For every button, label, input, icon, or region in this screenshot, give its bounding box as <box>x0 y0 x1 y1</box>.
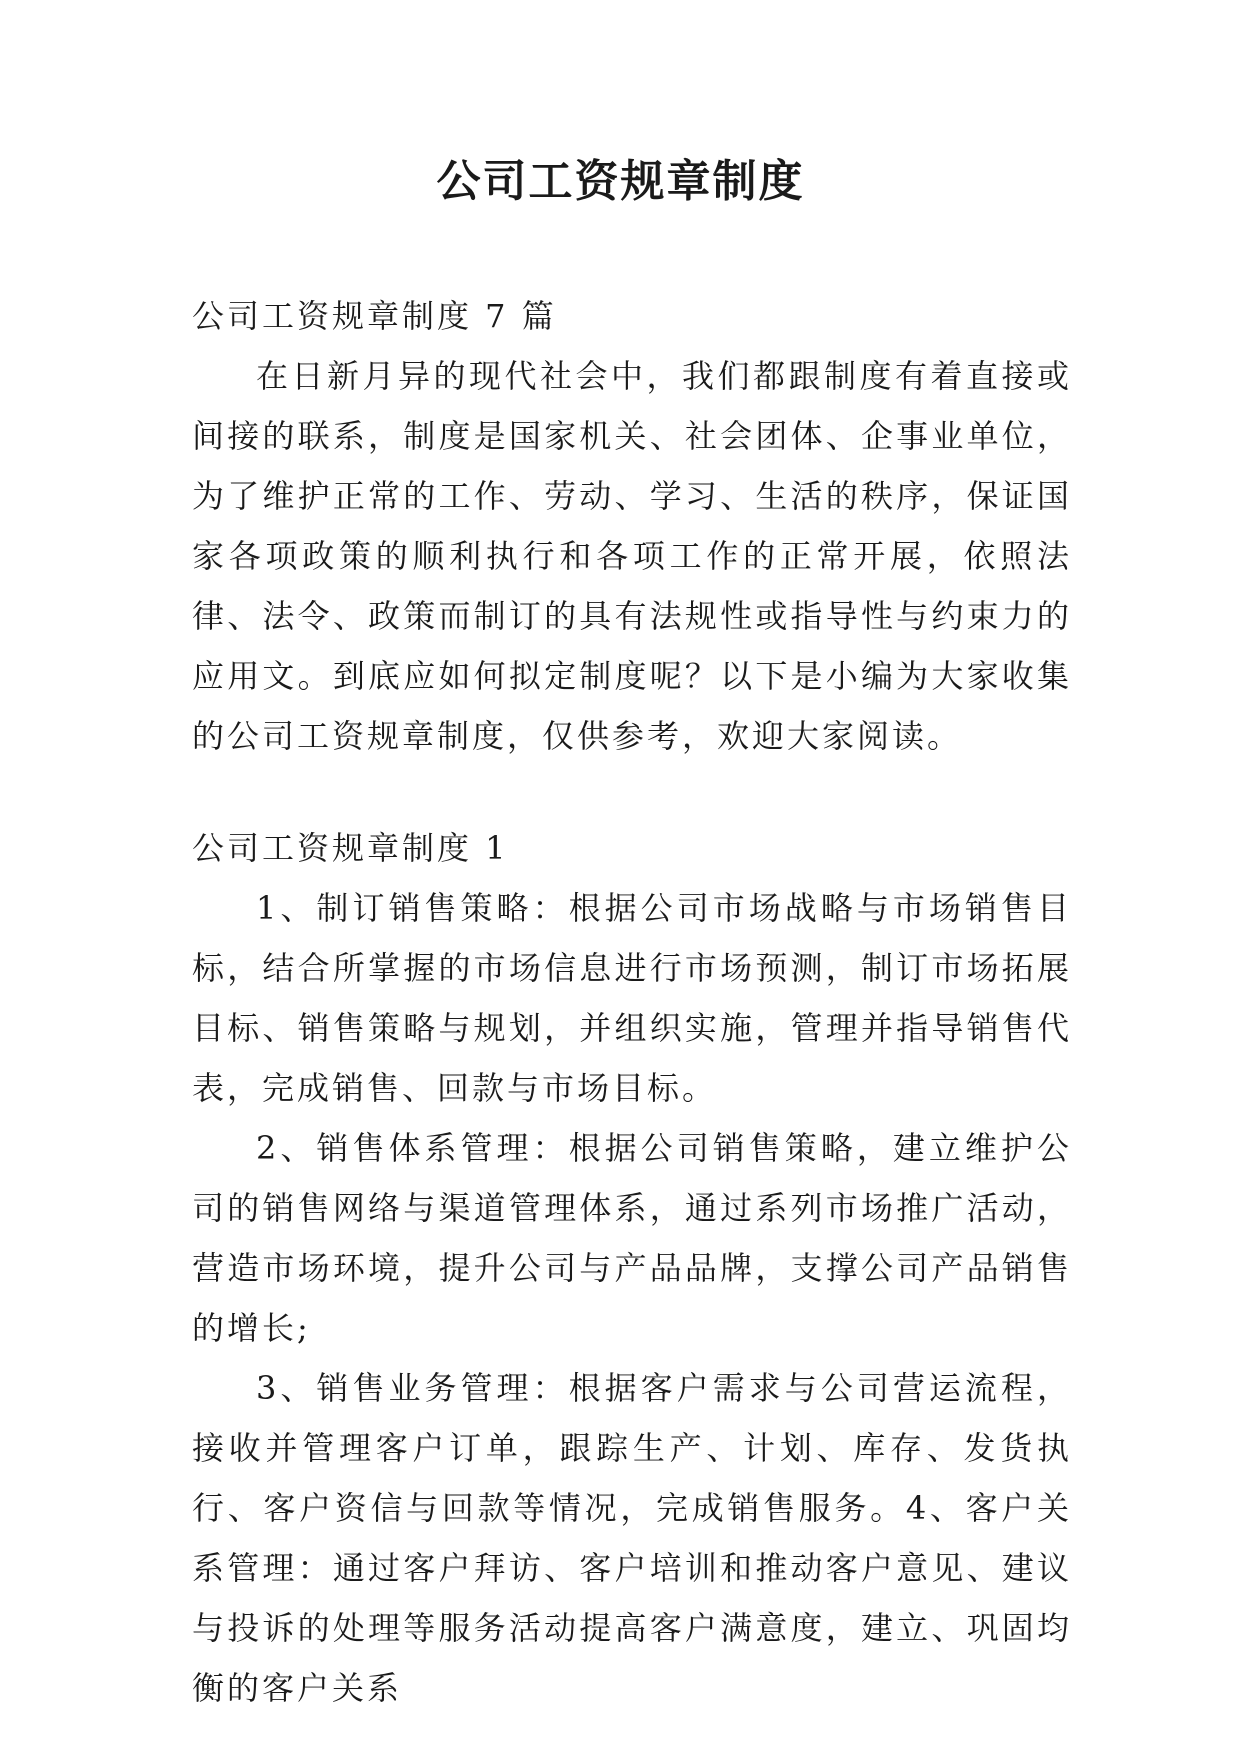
intro-paragraph: 在日新月异的现代社会中，我们都跟制度有着直接或间接的联系，制度是国家机关、社会团体、企事业单位，为了维护正常的工作、劳动、学习、生活的秩序，保证国家各项政策的顺利执行和各项工作的正常开展，依照法律、法令、政策而制订的具有法规性或指导性与约束力的应用文。到底应如何拟定制度呢？以下是小编为大家收集的公司工资规章制度，仅供参考，欢迎大家阅读。 <box>192 357 1072 755</box>
section-heading: 公司工资规章制度 1 <box>192 829 509 867</box>
document-subtitle: 公司工资规章制度 7 篇 <box>192 297 557 335</box>
intro-section <box>192 346 1072 766</box>
section-paragraph: 2、销售体系管理：根据公司销售策略，建立维护公司的销售网络与渠道管理体系，通过系列市场推广活动，营造市场环境，提升公司与产品品牌，支撑公司产品销售的增长; <box>192 1129 1072 1347</box>
section-body <box>192 878 1072 1718</box>
document-title: 公司工资规章制度 <box>436 156 805 207</box>
section-paragraph: 1、制订销售策略：根据公司市场战略与市场销售目标，结合所掌握的市场信息进行市场预测，制订市场拓展目标、销售策略与规划，并组织实施，管理并指导销售代表，完成销售、回款与市场目标。 <box>192 889 1072 1107</box>
section-paragraph: 3、销售业务管理：根据客户需求与公司营运流程，接收并管理客户订单，跟踪生产、计划、库存、发货执行、客户资信与回款等情况，完成销售服务。4、客户关系管理：通过客户拜访、客户培训和推动客户意见、建议与投诉的处理等服务活动提高客户满意度，建立、巩固均衡的客户关系 <box>192 1369 1072 1707</box>
